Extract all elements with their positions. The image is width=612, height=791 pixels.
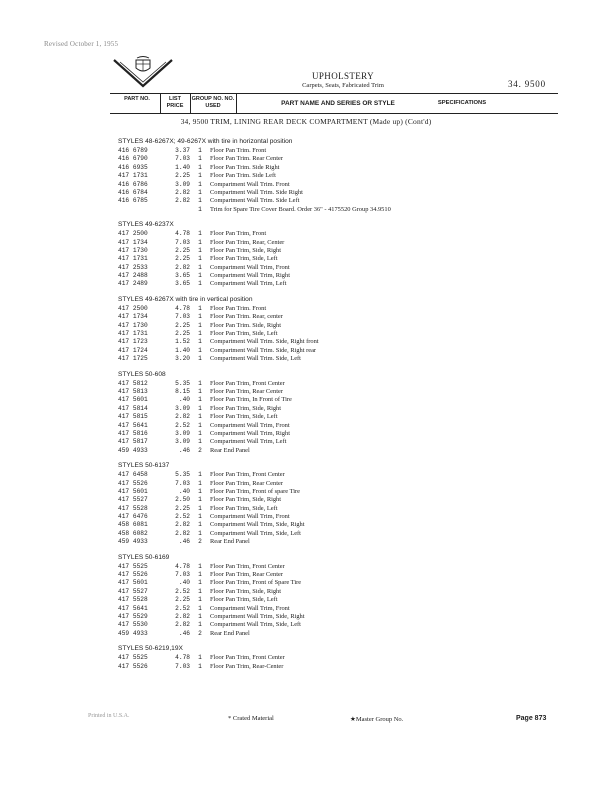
quantity-used: 2: [198, 629, 202, 637]
part-number: 417 5528: [118, 504, 148, 512]
part-number: 416 6785: [118, 197, 148, 205]
quantity-used: 1: [198, 346, 202, 354]
list-price: 3.09: [175, 429, 190, 437]
part-name: Compartment Wall Trim, Front: [210, 421, 290, 429]
part-number: 417 5528: [118, 596, 148, 604]
quantity-used: 1: [198, 571, 202, 579]
part-row: [118, 621, 558, 629]
part-name: Floor Pan Trim, Front Center: [210, 471, 285, 479]
part-name: Floor Pan Trim. Side, Right: [210, 321, 282, 329]
list-price: 2.25: [175, 246, 190, 254]
part-name: Floor Pan Trim, In Front of Tire: [210, 396, 292, 404]
part-name: Compartment Wall Trim. Side Left: [210, 197, 300, 205]
list-price: .40: [178, 396, 190, 404]
quantity-used: 1: [198, 238, 202, 246]
part-name: Floor Pan Trim, Front Center: [210, 379, 285, 387]
part-name: Floor Pan Trim, Side, Left: [210, 255, 278, 263]
part-row: [118, 538, 558, 546]
list-price: .40: [178, 487, 190, 495]
list-price: 5.35: [175, 379, 190, 387]
part-row: [118, 447, 558, 455]
part-row: [118, 596, 558, 604]
part-row: [118, 255, 558, 263]
quantity-used: 1: [198, 612, 202, 620]
part-row: [118, 513, 558, 521]
list-price: 3.65: [175, 280, 190, 288]
part-row: [118, 197, 558, 205]
part-row: [118, 505, 558, 513]
quantity-used: 1: [198, 479, 202, 487]
quantity-used: 1: [198, 321, 202, 329]
page-number: Page 873: [516, 715, 547, 722]
list-price: 7.03: [175, 155, 190, 163]
quantity-used: 1: [198, 330, 202, 338]
list-price: 2.25: [175, 504, 190, 512]
list-price: 2.82: [175, 413, 190, 421]
list-price: 2.82: [175, 612, 190, 620]
part-number: 417 5641: [118, 421, 148, 429]
part-row: [118, 630, 558, 638]
part-name: Compartment Wall Trim. Side, Left: [210, 355, 301, 363]
part-row: [118, 654, 558, 662]
list-price: 2.52: [175, 421, 190, 429]
quantity-used: 1: [198, 438, 202, 446]
part-row: [118, 189, 558, 197]
quantity-used: 1: [198, 338, 202, 346]
part-row: [118, 347, 558, 355]
quantity-used: 1: [198, 496, 202, 504]
list-price: 2.50: [175, 496, 190, 504]
part-number: 417 5601: [118, 579, 148, 587]
part-number: 416 6786: [118, 180, 148, 188]
part-number: 417 2488: [118, 272, 148, 280]
part-name: Floor Pan Trim, Rear-Center: [210, 662, 284, 670]
styles-group-title: STYLES 50-608: [118, 370, 166, 378]
quantity-used: 1: [198, 387, 202, 395]
quantity-used: 1: [198, 155, 202, 163]
part-row: [118, 663, 558, 671]
list-price: .46: [178, 446, 190, 454]
part-name: Compartment Wall Trim, Side, Left: [210, 529, 301, 537]
part-name: Floor Pan Trim, Rear Center: [210, 571, 283, 579]
quantity-used: 1: [198, 304, 202, 312]
part-name: Compartment Wall Trim, Front: [210, 263, 290, 271]
part-number: 459 4933: [118, 538, 148, 546]
part-name: Compartment Wall Trim, Front: [210, 513, 290, 521]
part-number: 417 1730: [118, 246, 148, 254]
quantity-used: 1: [198, 355, 202, 363]
part-row: [118, 563, 558, 571]
list-price: 2.82: [175, 529, 190, 537]
part-number: 458 6082: [118, 529, 148, 537]
quantity-used: 1: [198, 413, 202, 421]
part-name: Floor Pan Trim. Rear, center: [210, 313, 283, 321]
part-name: Compartment Wall Trim, Side, Right: [210, 521, 305, 529]
part-row: [118, 164, 558, 172]
part-row: [118, 579, 558, 587]
list-price: 7.03: [175, 238, 190, 246]
parts-list: [118, 133, 558, 671]
list-price: 2.25: [175, 255, 190, 263]
quantity-used: 1: [198, 513, 202, 521]
list-price: 1.40: [175, 163, 190, 171]
styles-group-title: STYLES 49-6237X: [118, 221, 174, 229]
quantity-used: 1: [198, 504, 202, 512]
part-name: Floor Pan Trim, Front Center: [210, 562, 285, 570]
part-row: [118, 206, 558, 214]
part-name: Compartment Wall Trim. Side, Right rear: [210, 346, 317, 354]
styles-group-title: STYLES 48-6267X; 49-6267X with tire in horizontal position: [118, 138, 293, 145]
styles-group-title: STYLES 50-6169: [118, 553, 170, 561]
quantity-used: 1: [198, 654, 202, 662]
quantity-used: 1: [198, 621, 202, 629]
part-name: Floor Pan Trim, Rear, Center: [210, 238, 285, 246]
part-number: 417 2489: [118, 280, 148, 288]
list-price: 2.82: [175, 621, 190, 629]
part-name: Floor Pan Trim, Front of spare Tire: [210, 487, 301, 495]
part-number: 417 6476: [118, 513, 148, 521]
list-price: 5.35: [175, 471, 190, 479]
list-price: 3.09: [175, 180, 190, 188]
part-row: [118, 330, 558, 338]
part-number: 417 1734: [118, 238, 148, 246]
part-name: Floor Pan Trim, Side, Right: [210, 587, 282, 595]
part-name: Floor Pan Trim. Front: [210, 304, 267, 312]
quantity-used: 1: [198, 529, 202, 537]
part-number: 417 5641: [118, 604, 148, 612]
quantity-used: 1: [198, 487, 202, 495]
part-row: [118, 438, 558, 446]
part-number: 417 1731: [118, 330, 148, 338]
part-name: Floor Pan Trim. Rear Center: [210, 155, 283, 163]
col-list-price: LIST PRICE: [166, 96, 184, 109]
part-number: 417 1725: [118, 355, 148, 363]
part-name: Compartment Wall Trim. Front: [210, 180, 290, 188]
part-row: [118, 413, 558, 421]
part-number: 417 5817: [118, 438, 148, 446]
part-row: [118, 422, 558, 430]
list-price: 2.52: [175, 587, 190, 595]
part-name: Floor Pan Trim, Side, Right: [210, 496, 282, 504]
revised-date: Revised October 1, 1955: [44, 40, 119, 48]
part-name: Compartment Wall Trim. Side Right: [210, 188, 303, 196]
part-name: Floor Pan Trim. Side Left: [210, 172, 276, 180]
quantity-used: 1: [198, 379, 202, 387]
part-number: 417 5526: [118, 571, 148, 579]
page-title: UPHOLSTERY: [311, 71, 374, 81]
part-number: 417 5813: [118, 387, 148, 395]
part-row: [118, 355, 558, 363]
part-row: [118, 605, 558, 613]
quantity-used: 1: [198, 604, 202, 612]
part-number: 417 5527: [118, 496, 148, 504]
part-number: 417 5601: [118, 396, 148, 404]
part-row: [118, 338, 558, 346]
part-row: [118, 181, 558, 189]
part-name: Floor Pan Trim, Side, Left: [210, 596, 278, 604]
quantity-used: 1: [198, 313, 202, 321]
part-name: Floor Pan Trim, Front Center: [210, 654, 285, 662]
part-number: 417 5525: [118, 562, 148, 570]
quantity-used: 1: [198, 562, 202, 570]
part-number: 417 1734: [118, 313, 148, 321]
part-name: Floor Pan Trim, Side, Left: [210, 330, 278, 338]
list-price: 2.25: [175, 321, 190, 329]
part-name: Floor Pan Trim. Side Right: [210, 163, 280, 171]
part-name: Compartment Wall Trim, Right: [210, 429, 290, 437]
part-name: Rear End Panel: [210, 446, 250, 454]
quantity-used: 1: [198, 230, 202, 238]
part-number: 416 6789: [118, 147, 148, 154]
quantity-used: 1: [198, 263, 202, 271]
list-price: 4.78: [175, 562, 190, 570]
quantity-used: 1: [198, 404, 202, 412]
part-name: Rear End Panel: [210, 538, 250, 546]
quantity-used: 1: [198, 255, 202, 263]
part-row: [118, 430, 558, 438]
part-number: 417 5526: [118, 662, 148, 670]
part-number: 417 1730: [118, 321, 148, 329]
part-number: 417 5527: [118, 587, 148, 595]
part-row: [118, 480, 558, 488]
quantity-used: 1: [198, 205, 202, 213]
styles-group-title: STYLES 49-6267X with tire in vertical position: [118, 295, 253, 303]
list-price: 2.82: [175, 197, 190, 205]
part-row: [118, 471, 558, 479]
part-number: 417 5530: [118, 621, 148, 629]
col-part-no: PART NO.: [124, 96, 150, 102]
part-name: Floor Pan Trim, Rear Center: [210, 387, 283, 395]
printed-note: Printed in U.S.A.: [88, 713, 130, 719]
col-specifications: SPECIFICATIONS: [437, 100, 487, 106]
quantity-used: 2: [198, 446, 202, 454]
quantity-used: 1: [198, 396, 202, 404]
part-name: Floor Pan Trim, Front: [210, 230, 267, 238]
part-name: Floor Pan Trim. Front: [210, 147, 267, 154]
group-code: 34. 9500: [508, 79, 546, 89]
part-row: [118, 313, 558, 321]
list-price: 3.37: [175, 147, 190, 154]
part-name: Compartment Wall Trim, Side, Right: [210, 612, 305, 620]
quantity-used: 1: [198, 521, 202, 529]
part-number: 416 6784: [118, 188, 148, 196]
part-row: [118, 247, 558, 255]
list-price: 7.03: [175, 313, 190, 321]
part-name: Floor Pan Trim, Side, Left: [210, 413, 278, 421]
part-row: [118, 305, 558, 313]
list-price: 4.78: [175, 304, 190, 312]
part-number: 459 4933: [118, 629, 148, 637]
part-row: [118, 521, 558, 529]
part-name: Trim for Spare Tire Cover Board. Order 36" - 4175520 Group 34.9510: [210, 205, 391, 213]
quantity-used: 1: [198, 429, 202, 437]
styles-group-title: STYLES 50-6137: [118, 462, 170, 470]
part-row: [118, 280, 558, 288]
quantity-used: 1: [198, 172, 202, 180]
list-price: .40: [178, 579, 190, 587]
part-name: Floor Pan Trim, Front of Spare Tire: [210, 579, 302, 587]
list-price: 2.52: [175, 604, 190, 612]
part-number: 417 6458: [118, 471, 148, 479]
part-row: [118, 155, 558, 163]
quantity-used: 1: [198, 197, 202, 205]
part-number: 416 6790: [118, 155, 148, 163]
part-row: [118, 571, 558, 579]
part-number: 458 6081: [118, 521, 148, 529]
part-row: [118, 488, 558, 496]
part-number: 417 2533: [118, 263, 148, 271]
master-group-note: ★Master Group No.: [350, 716, 404, 723]
list-price: .46: [178, 629, 190, 637]
part-row: [118, 272, 558, 280]
part-name: Floor Pan Trim, Side, Left: [210, 504, 278, 512]
list-price: 7.03: [175, 571, 190, 579]
list-price: 3.09: [175, 404, 190, 412]
quantity-used: 1: [198, 147, 202, 154]
quantity-used: 1: [198, 163, 202, 171]
list-price: 7.03: [175, 479, 190, 487]
part-row: [118, 264, 558, 272]
part-name: Rear End Panel: [210, 629, 250, 637]
part-number: 417 1731: [118, 255, 148, 263]
part-number: 417 5812: [118, 379, 148, 387]
col-group-no: GROUP NO. NO. USED: [191, 96, 235, 109]
crated-material-note: * Crated Material: [228, 715, 274, 722]
part-number: 417 2500: [118, 304, 148, 312]
list-price: 7.03: [175, 662, 190, 670]
quantity-used: 1: [198, 471, 202, 479]
part-name: Floor Pan Trim, Side, Right: [210, 246, 282, 254]
styles-group-title: STYLES 50-6219,19X: [118, 645, 183, 653]
part-number: 417 2500: [118, 230, 148, 238]
part-row: [118, 388, 558, 396]
part-number: 417 5814: [118, 404, 148, 412]
part-row: [118, 230, 558, 238]
part-name: Floor Pan Trim, Side, Right: [210, 404, 282, 412]
part-number: 416 6935: [118, 163, 148, 171]
list-price: 2.82: [175, 521, 190, 529]
quantity-used: 1: [198, 272, 202, 280]
quantity-used: 1: [198, 587, 202, 595]
list-price: 1.40: [175, 346, 190, 354]
list-price: 4.78: [175, 230, 190, 238]
list-price: 2.52: [175, 513, 190, 521]
list-price: 3.20: [175, 355, 190, 363]
section-title: 34, 9500 TRIM, LINING REAR DECK COMPARTMENT (Made up) (Cont'd): [180, 117, 432, 126]
quantity-used: 1: [198, 596, 202, 604]
part-row: [118, 380, 558, 388]
list-price: 4.78: [175, 654, 190, 662]
quantity-used: 1: [198, 246, 202, 254]
list-price: 2.25: [175, 330, 190, 338]
list-price: 2.82: [175, 188, 190, 196]
part-row: [118, 588, 558, 596]
list-price: 3.65: [175, 272, 190, 280]
quantity-used: 1: [198, 579, 202, 587]
list-price: 1.52: [175, 338, 190, 346]
col-divider: [236, 94, 237, 113]
part-row: [118, 172, 558, 180]
part-number: 417 5816: [118, 429, 148, 437]
list-price: 3.09: [175, 438, 190, 446]
part-row: [118, 405, 558, 413]
part-name: Floor Pan Trim, Rear Center: [210, 479, 283, 487]
part-name: Compartment Wall Trim. Side, Right front: [210, 338, 319, 346]
part-number: 417 5525: [118, 654, 148, 662]
part-number: 459 4933: [118, 446, 148, 454]
part-row: [118, 147, 558, 155]
quantity-used: 1: [198, 662, 202, 670]
part-name: Compartment Wall Trim, Side, Left: [210, 621, 301, 629]
part-number: 417 1723: [118, 338, 148, 346]
list-price: .46: [178, 538, 190, 546]
part-row: [118, 396, 558, 404]
cadillac-crest-logo-icon: [112, 56, 174, 90]
part-number: 417 1731: [118, 172, 148, 180]
part-number: 417 1724: [118, 346, 148, 354]
quantity-used: 1: [198, 421, 202, 429]
part-row: [118, 322, 558, 330]
list-price: 2.25: [175, 172, 190, 180]
quantity-used: 1: [198, 188, 202, 196]
col-part-name: PART NAME AND SERIES OR STYLE: [281, 100, 395, 107]
part-number: [118, 206, 164, 214]
page-subtitle: Carpets, Seats, Fabricated Trim: [302, 82, 384, 89]
quantity-used: 1: [198, 180, 202, 188]
list-price: [164, 206, 190, 214]
list-price: 8.15: [175, 387, 190, 395]
part-number: 417 5529: [118, 612, 148, 620]
part-row: [118, 613, 558, 621]
quantity-used: 2: [198, 538, 202, 546]
part-name: Compartment Wall Trim, Front: [210, 604, 290, 612]
list-price: 2.25: [175, 596, 190, 604]
col-divider: [160, 94, 161, 113]
part-row: [118, 239, 558, 247]
part-row: [118, 530, 558, 538]
part-name: Compartment Wall Trim, Left: [210, 438, 287, 446]
quantity-used: 1: [198, 280, 202, 288]
part-row: [118, 496, 558, 504]
list-price: 2.82: [175, 263, 190, 271]
part-number: 417 5815: [118, 413, 148, 421]
part-name: Compartment Wall Trim, Left: [210, 280, 287, 288]
part-number: 417 5526: [118, 479, 148, 487]
part-number: 417 5601: [118, 487, 148, 495]
part-name: Compartment Wall Trim, Right: [210, 272, 290, 280]
